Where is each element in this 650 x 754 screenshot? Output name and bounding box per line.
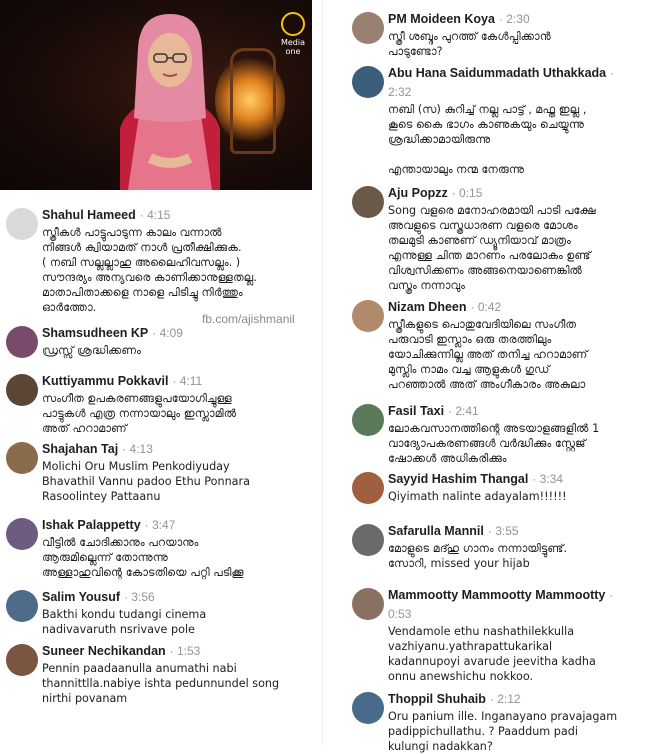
comment-timestamp[interactable]: · 3:56	[124, 590, 155, 604]
comment-text: മോളുടെ മദ്ഹു ഗാനം നന്നായിട്ടുണ്ട്. സോറി, missed your hijab	[388, 542, 568, 570]
comment-timestamp[interactable]: · 0:53	[388, 588, 614, 621]
avatar[interactable]	[352, 12, 384, 44]
commenter-name-link[interactable]: Safarulla Mannil	[388, 524, 484, 538]
comment-text: സ്ത്രീകൾ പാട്ടുപാടുന്ന കാലം വന്നാൽ നിങ്ങൾ ക്വിയാമത് നാൾ പ്രതീക്ഷിക്കുക. ( നബി സല്ലല്ലാഹു അലൈഹിവസല്ലം. ) സൗന്ദര്യം അന്യവരെ കാണിക്കാനുള്ളതല്ല. മാതാപിതാക്കളെ നാളെ പിടിച്ചു നിർത്തും ഓർത്തോ.	[42, 226, 257, 314]
commenter-name-link[interactable]: Aju Popzz	[388, 186, 448, 200]
comment-body	[388, 8, 646, 59]
comment-body	[388, 688, 646, 754]
comment-body	[42, 322, 312, 358]
comment-header	[388, 400, 646, 419]
commenter-name-link[interactable]: Shahul Hameed	[42, 208, 136, 222]
comment-timestamp[interactable]: · 2:41	[448, 404, 479, 418]
comment-timestamp[interactable]: · 2:12	[489, 692, 521, 706]
comment-text: സ്ത്രീ ശബ്ദം പുറത്ത് കേൾപ്പിക്കാൻ പാടുണ്ടോ?	[388, 30, 551, 58]
comment-text: Pennin paadaanulla anumathi nabi thannittlla.nabiye ishta pedunnundel song nirthi povanam	[42, 662, 280, 705]
comment-timestamp[interactable]: · 2:32	[388, 66, 615, 99]
avatar[interactable]	[6, 590, 38, 622]
comment-body	[388, 62, 646, 177]
comment-body	[42, 640, 312, 706]
comment-header	[388, 8, 646, 27]
comment-timestamp[interactable]: · 2:30	[498, 12, 530, 26]
avatar[interactable]	[352, 472, 384, 504]
comment-header	[388, 182, 646, 201]
comment-header	[42, 586, 312, 605]
commenter-name-link[interactable]: PM Moideen Koya	[388, 12, 495, 26]
avatar[interactable]	[352, 404, 384, 436]
comment-header	[388, 688, 646, 707]
comment-text: ലോകവസാനത്തിന്റെ അടയാളങ്ങളിൽ 1 വാദ്യോപകരണങ്ങൾ വർദ്ധിക്കും സ്റ്റേജ് ഷോക്കൾ അധികരിക്കും	[388, 422, 600, 465]
comment-timestamp[interactable]: · 3:34	[532, 472, 564, 486]
commenter-name-link[interactable]: Salim Yousuf	[42, 590, 121, 604]
commenter-name-link[interactable]: Shajahan Taj	[42, 442, 119, 456]
avatar[interactable]	[352, 66, 384, 98]
comment-text: നബി (സ) കുറിച്ച് നല്ല പാട്ട് , മഫ്ത ഇല്ല , കൂടെ കൈ ഭാഗം കാണുകയും ചെയ്യുന്നു ശ്രദ്ധിക്കാമായിരുന്നു എന്തായാലും നന്മ നേരുന്നു	[388, 103, 587, 176]
avatar[interactable]	[352, 524, 384, 556]
channel-logo	[276, 12, 310, 56]
commenter-name-link[interactable]: Fasil Taxi	[388, 404, 445, 418]
comment-header	[388, 296, 646, 315]
commenter-name-link[interactable]: Ishak Palappetty	[42, 518, 141, 532]
commenter-name-link[interactable]: Sayyid Hashim Thangal	[388, 472, 529, 486]
commenter-name-link[interactable]: Nizam Dheen	[388, 300, 467, 314]
comment-timestamp[interactable]: · 3:47	[144, 518, 176, 532]
commenter-name-link[interactable]: Abu Hana Saidummadath Uthakkada	[388, 66, 607, 80]
avatar[interactable]	[352, 300, 384, 332]
comment-timestamp[interactable]: · 1:53	[169, 644, 201, 658]
comment-body	[42, 204, 312, 315]
avatar[interactable]	[352, 692, 384, 724]
comment-header	[388, 520, 646, 539]
channel-logo-icon	[281, 12, 305, 36]
comment-timestamp[interactable]: · 4:15	[139, 208, 171, 222]
comment-text: Vendamole ethu nashathilekkulla vazhiyanu.yathrapattukarikal kadannupoyi avarude jeevitha kadha onnu anewshichu nokkoo.	[388, 625, 596, 683]
commenter-name-link[interactable]: Suneer Nechikandan	[42, 644, 166, 658]
comment-text: വീട്ടിൽ ചോദിക്കാനും പറയാനും ആരുമില്ലെന്ന് തോന്നുന്നു അള്ളാഹുവിന്റെ കോടതിയെ പറ്റി പടിക്കൂ	[42, 536, 244, 579]
channel-logo-label: Media one	[280, 38, 306, 56]
comment-body	[388, 468, 646, 504]
avatar[interactable]	[352, 588, 384, 620]
comment-timestamp[interactable]: · 3:55	[487, 524, 519, 538]
comment-timestamp[interactable]: · 0:42	[470, 300, 502, 314]
comment-header	[42, 514, 312, 533]
comment-body	[388, 296, 646, 392]
column-divider	[322, 0, 323, 746]
commenter-name-link[interactable]: Mammootty Mammootty Mammootty	[388, 588, 606, 602]
comment-header	[388, 584, 646, 622]
avatar[interactable]	[352, 186, 384, 218]
comment-body	[388, 584, 646, 684]
comment-text: Bakthi kondu tudangi cinema nadivavaruth nsrivave pole	[42, 608, 207, 636]
comment-text: Qiyimath nalinte adayalam!!!!!!	[388, 490, 567, 503]
singer-image	[100, 8, 240, 190]
watermark: fb.com/ajishmanil	[202, 312, 295, 326]
comment-timestamp[interactable]: · 0:15	[451, 186, 483, 200]
avatar[interactable]	[6, 326, 38, 358]
avatar[interactable]	[6, 442, 38, 474]
comment-header	[42, 438, 312, 457]
comment-header	[42, 370, 312, 389]
avatar[interactable]	[6, 518, 38, 550]
comment-timestamp[interactable]: · 4:09	[152, 326, 183, 340]
comment-header	[42, 640, 312, 659]
comment-body	[42, 586, 312, 637]
avatar[interactable]	[6, 374, 38, 406]
commenter-name-link[interactable]: Thoppil Shuhaib	[388, 692, 486, 706]
comment-header	[388, 468, 646, 487]
comment-body	[42, 370, 312, 436]
comment-text: Oru panium ille. Inganayano pravajagam padippichullathu. ? Paaddum padi kulungi nadakkan?	[388, 710, 618, 753]
comment-timestamp[interactable]: · 4:11	[172, 374, 203, 388]
comment-text: ഡ്രസ്സ് ശ്രദ്ധിക്കണം	[42, 344, 141, 357]
comment-body	[388, 400, 646, 466]
comment-header	[42, 322, 312, 341]
comment-body	[388, 182, 646, 293]
avatar[interactable]	[6, 644, 38, 676]
comment-text: സ്ത്രീകളുടെ പൊതുവേദിയിലെ സംഗീത പരുവാടി ഇസ്ലാം ഒരു തരത്തിലും യോചിക്കുന്നില്ല അത് തനിച്ച ഹറാമാണ് മുസ്ലിം നാമം വച്ച ആളുകൾ ഗുഡ് പറഞ്ഞാൽ അത് അംഗീകാരം അകുലാ	[388, 318, 588, 391]
comment-body	[42, 514, 312, 580]
comment-timestamp[interactable]: · 4:13	[122, 442, 153, 456]
comment-body	[388, 520, 646, 571]
commenter-name-link[interactable]: Kuttiyammu Pokkavil	[42, 374, 169, 388]
video-thumbnail[interactable]	[0, 0, 312, 190]
comment-body	[42, 438, 312, 504]
comment-text: സംഗീത ഉപകരണങ്ങളുപയോഗിച്ചുള്ള പാട്ടുകൾ എത്ര നന്നായാലും ഇസ്ലാമിൽ അത് ഹറാമാണ്	[42, 392, 237, 435]
comment-header	[388, 62, 646, 100]
comment-text: Song വളരെ മനോഹരമായി പാടി പക്ഷേ അവളുടെ വസ്ത്രധാരണ വളരെ മോശം തലമുടി കാണുണ് ഡ്യൂനിയാവ് മാത്രം എന്നുള്ള ചിന്ത മാറണം പരലോകം ഉണ്ട് വിശ്വസിക്കണം അങ്ങനെയാണെങ്കിൽ വസ്ത്രം നന്നാവും	[388, 204, 596, 292]
comment-text: Molichi Oru Muslim Penkodiyuday Bhavathil Vannu padoo Ethu Ponnara Rasoolintey Pattaanu	[42, 460, 250, 503]
avatar[interactable]	[6, 208, 38, 240]
comment-header	[42, 204, 312, 223]
commenter-name-link[interactable]: Shamsudheen KP	[42, 326, 149, 340]
